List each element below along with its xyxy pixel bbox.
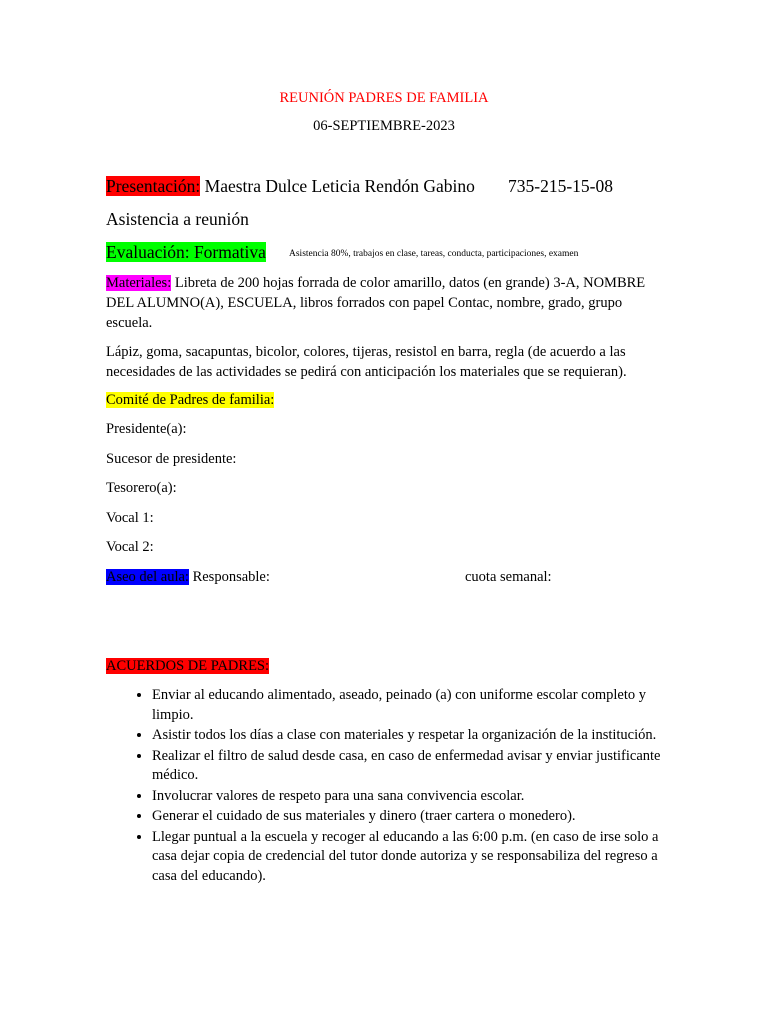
presentation-label: Presentación: (106, 176, 201, 196)
teacher-phone: 735-215-15-08 (508, 176, 613, 196)
list-item: • Enviar al educando alimentado, aseado, peinado (a) con uniforme escolar completo y limpio. (152, 686, 666, 725)
document-title: REUNIÓN PADRES DE FAMILIA (279, 90, 489, 106)
materials-text: Libreta de 200 hojas forrada de color amarillo, datos (en grande) 3-A, NOMBRE DEL ALUMNO(A), ESCUELA, libros forrados con papel Contac, nombre, grado, grupo escuela. (106, 275, 646, 331)
role-president: Presidente(a): (106, 421, 187, 437)
cleaning-responsible: Responsable: (188, 569, 270, 585)
committee-heading (106, 392, 274, 409)
evaluation-detail: Asistencia 80%, trabajos en clase, tareas, conducta, participaciones, examen (289, 249, 579, 259)
materials-paragraph (106, 273, 666, 333)
list-item: • Llegar puntual a la escuela y recoger al educando a las 6:00 p.m. (en caso de irse solo a casa dejar copia de credencial del tutor donde autoriza y se responsabiliza del regreso a casa del educando). (152, 828, 666, 887)
list-item: • Generar el cuidado de sus materiales y dinero (traer cartera o monedero). (152, 807, 666, 827)
weekly-fee: cuota semanal: (465, 569, 552, 585)
presentation-line (106, 176, 475, 197)
role-successor: Sucesor de presidente: (106, 451, 237, 467)
meeting-date: 06-SEPTIEMBRE-2023 (313, 118, 455, 134)
cleaning-label: Aseo del aula: (106, 569, 189, 585)
evaluation-label: Evaluación: Formativa (106, 242, 266, 262)
committee-label: Comité de Padres de familia: (106, 392, 275, 408)
role-vocal-1: Vocal 1: (106, 510, 154, 526)
materials-label: Materiales: (106, 275, 172, 291)
list-item: • Realizar el filtro de salud desde casa, en caso de enfermedad avisar y enviar justificante médico. (152, 747, 666, 786)
list-item: • Asistir todos los días a clase con materiales y respetar la organización de la institución. (152, 726, 666, 746)
teacher-name: Maestra Dulce Leticia Rendón Gabino (200, 176, 475, 196)
list-item: • Involucrar valores de respeto para una sana convivencia escolar. (152, 787, 666, 807)
evaluation-line (106, 242, 266, 263)
agreements-heading (106, 658, 269, 675)
cleaning-line (106, 569, 270, 586)
role-vocal-2: Vocal 2: (106, 539, 154, 555)
agreements-label: ACUERDOS DE PADRES: (106, 658, 270, 674)
attendance-title: Asistencia a reunión (106, 209, 249, 229)
agreements-list (106, 686, 666, 887)
supplies-paragraph: Lápiz, goma, sacapuntas, bicolor, colores, tijeras, resistol en barra, regla (de acuerdo a las necesidades de las actividades se pedirá con anticipación los materiales que se requieran). (106, 344, 627, 380)
role-treasurer: Tesorero(a): (106, 480, 177, 496)
